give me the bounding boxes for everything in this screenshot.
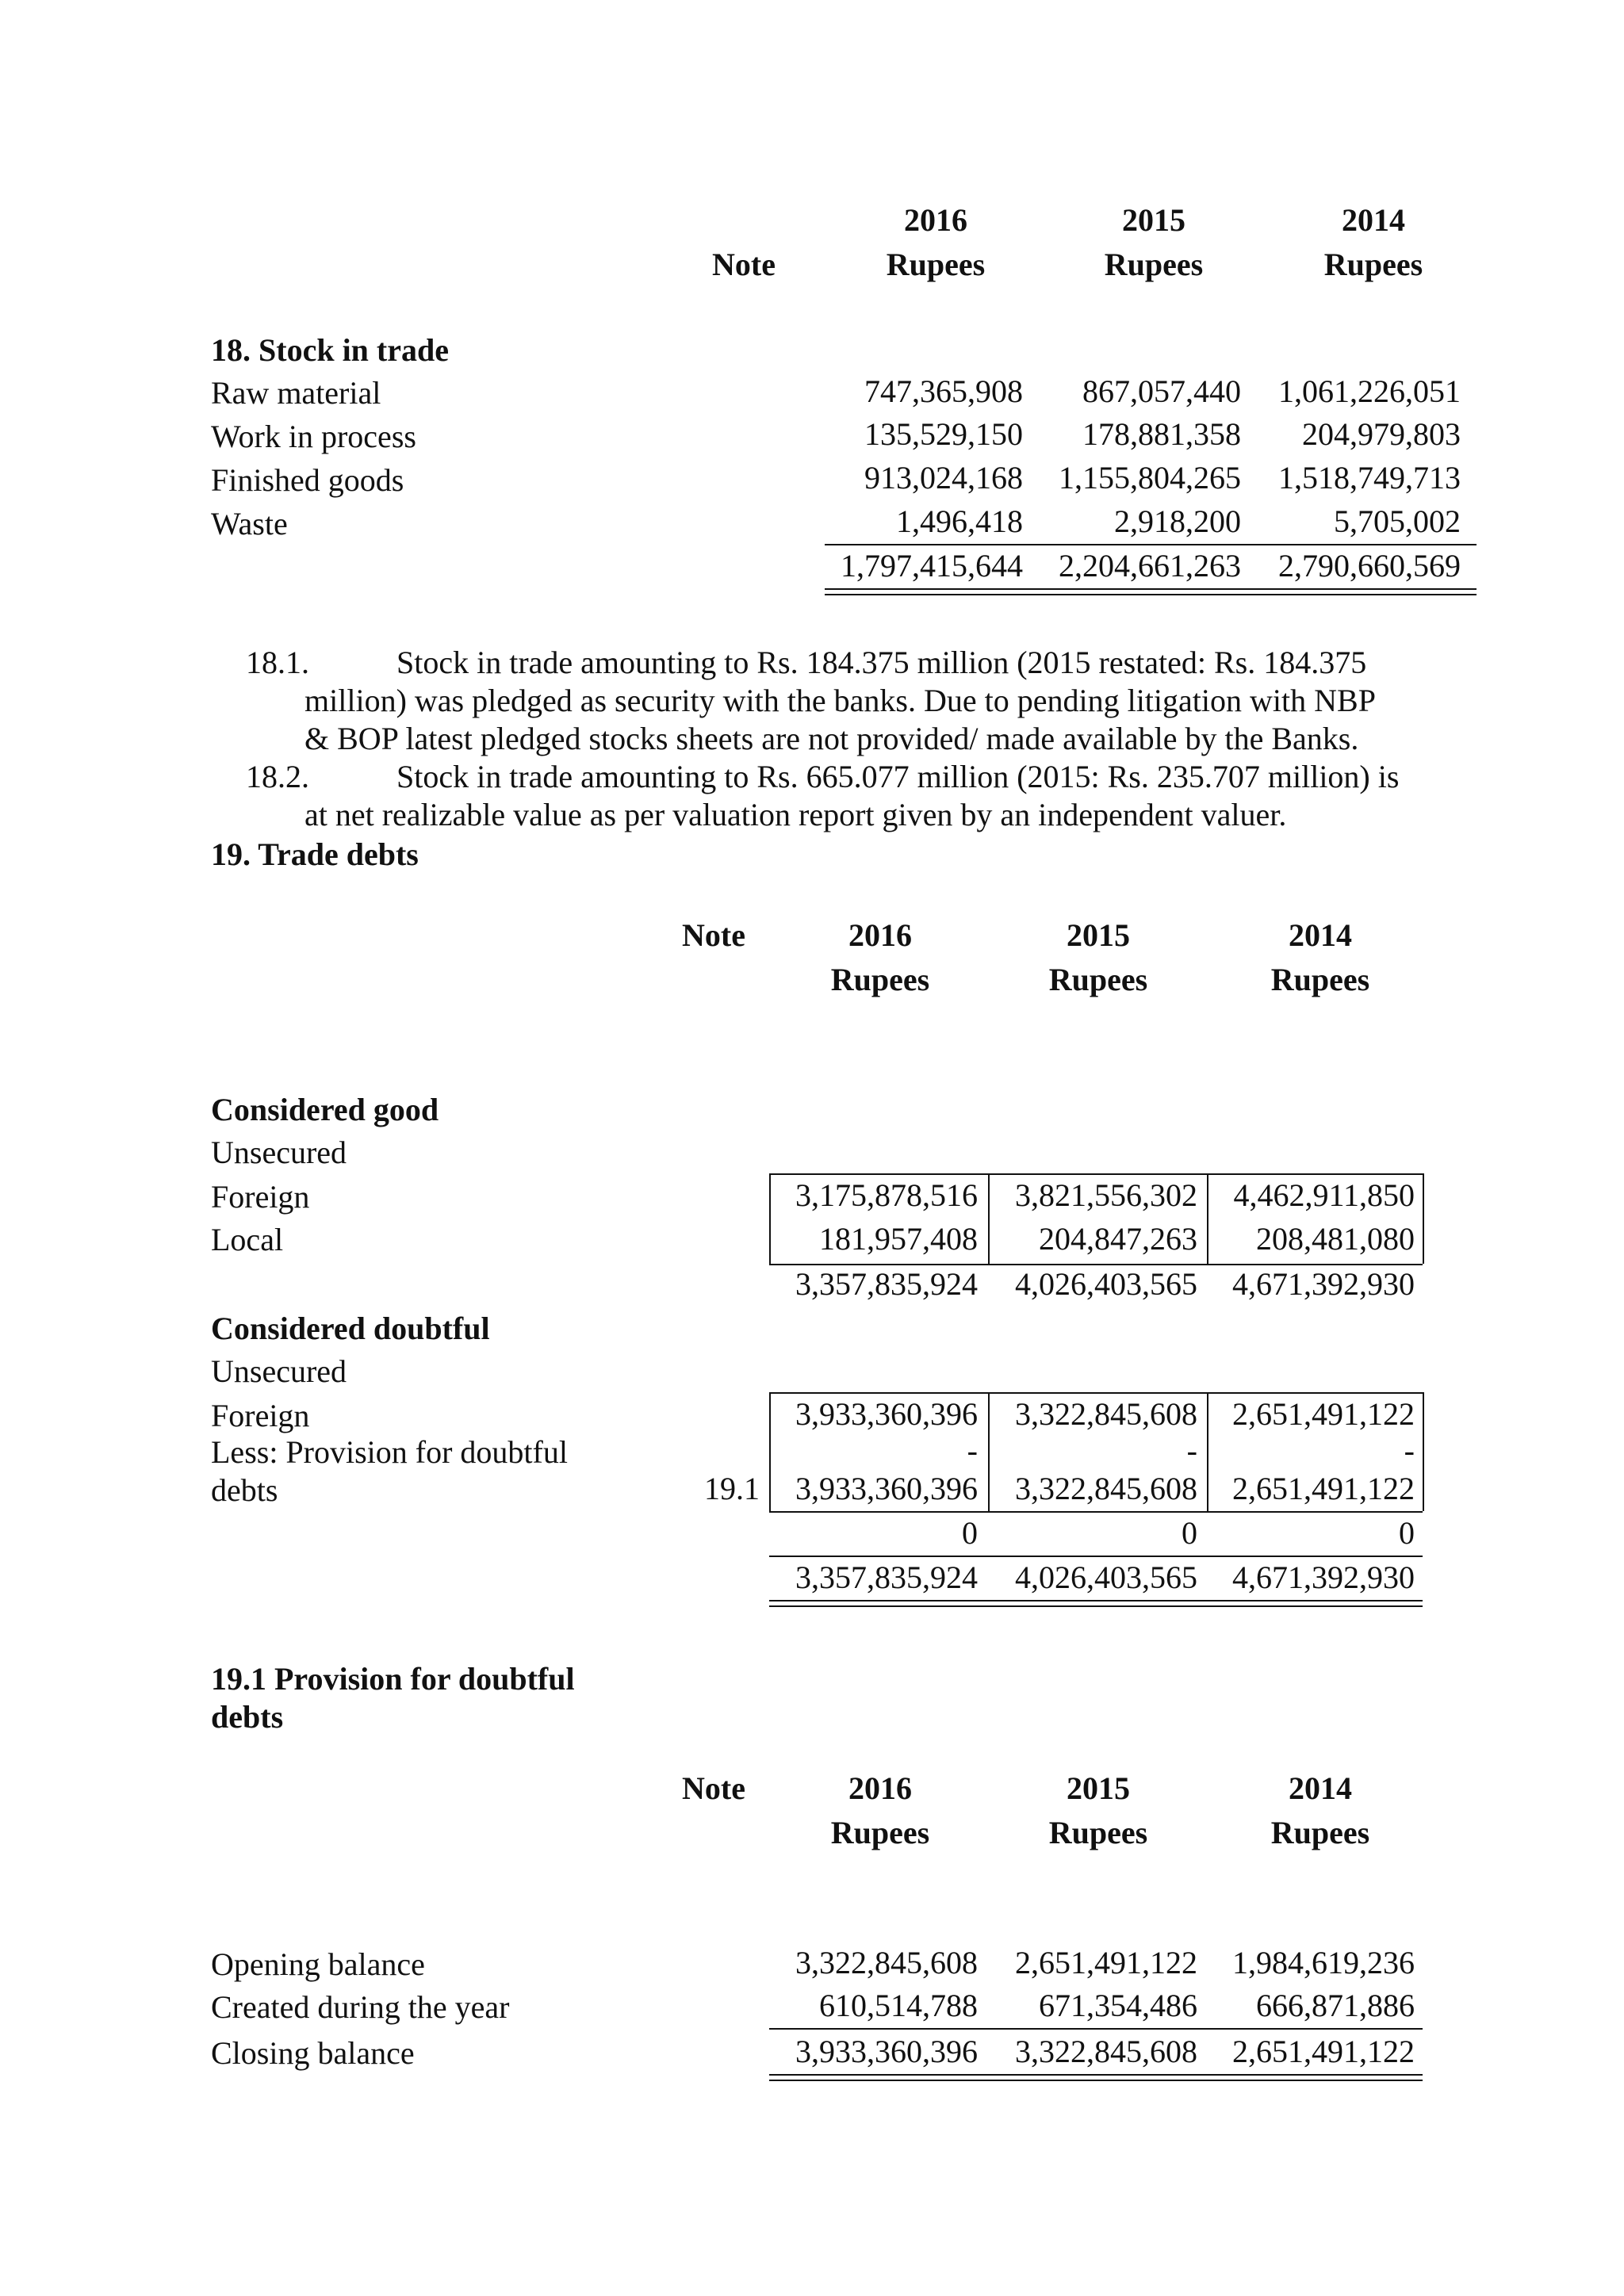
row-label: debts [211, 1472, 278, 1508]
subheading-considered-good: Considered good [211, 1092, 439, 1127]
note-text: million) was pledged as security with the banks. Due to pending litigation with NBP [304, 683, 1376, 718]
year-header-2014: 2014 [1289, 917, 1352, 953]
row-label: Work in process [211, 419, 416, 454]
cell-value: 3,175,878,516 [795, 1177, 978, 1213]
total-value: 3,322,845,608 [1015, 2034, 1197, 2069]
row-label: Waste [211, 506, 288, 541]
dash: - [1186, 1433, 1197, 1468]
note-number: 18.2. [246, 759, 309, 794]
cell-value: 1,061,226,051 [1278, 373, 1461, 409]
note-header: Note [712, 247, 776, 282]
year-header-2015: 2015 [1122, 202, 1185, 238]
currency-header-2016: Rupees [830, 1815, 930, 1850]
cell-value: 2,918,200 [1114, 503, 1241, 539]
section-title-debts: 19. Trade debts [211, 836, 419, 872]
currency-header-2014: Rupees [1323, 247, 1423, 282]
currency-header-2015: Rupees [1104, 247, 1204, 282]
row-label: Finished goods [211, 462, 404, 498]
cell-value: 204,979,803 [1302, 416, 1461, 452]
cell-value: 181,957,408 [819, 1221, 978, 1257]
row-label: Raw material [211, 375, 381, 411]
cell-value: 178,881,358 [1082, 416, 1241, 452]
cell-value: 5,705,002 [1334, 503, 1461, 539]
row-label: Opening balance [211, 1946, 425, 1982]
currency-header-2016: Rupees [830, 962, 930, 997]
grid-rule [769, 1511, 1423, 1513]
grid-rule [769, 1173, 771, 1264]
grid-rule [988, 1392, 990, 1511]
total-double-rule [769, 2074, 1423, 2081]
grid-rule [988, 1173, 990, 1264]
cell-value: 3,322,845,608 [795, 1945, 978, 1980]
currency-header-2014: Rupees [1270, 962, 1370, 997]
total-double-rule [769, 1600, 1423, 1607]
section-title-provision: 19.1 Provision for doubtful [211, 1661, 575, 1697]
grid-rule [1423, 1173, 1424, 1264]
total-double-rule [825, 588, 1477, 595]
net-value: 0 [1399, 1515, 1415, 1551]
note-header: Note [682, 917, 745, 953]
subtotal-rule [769, 2028, 1423, 2030]
subtotal-value: 4,026,403,565 [1015, 1266, 1197, 1302]
cell-value: 671,354,486 [1039, 1988, 1197, 2023]
cell-value: 867,057,440 [1082, 373, 1241, 409]
cell-value: 1,518,749,713 [1278, 460, 1461, 496]
row-label: Less: Provision for doubtful [211, 1434, 568, 1470]
grid-rule [769, 1173, 1423, 1175]
grid-rule [769, 1392, 771, 1511]
cell-value: 135,529,150 [864, 416, 1023, 452]
cell-value: 3,933,360,396 [795, 1471, 978, 1506]
cell-value: 3,322,845,608 [1015, 1396, 1197, 1432]
cell-value: 2,651,491,122 [1232, 1471, 1415, 1506]
total-value: 4,671,392,930 [1232, 1559, 1415, 1595]
cell-value: 2,651,491,122 [1232, 1396, 1415, 1432]
cell-value: 1,155,804,265 [1059, 460, 1241, 496]
net-value: 0 [962, 1515, 978, 1551]
currency-header-2016: Rupees [886, 247, 986, 282]
total-value: 3,933,360,396 [795, 2034, 978, 2069]
cell-value: 1,496,418 [896, 503, 1023, 539]
section-title-stock: 18. Stock in trade [211, 332, 449, 368]
grid-rule [1207, 1173, 1208, 1264]
total-value: 2,790,660,569 [1278, 548, 1461, 584]
grid-rule [1423, 1392, 1424, 1511]
year-header-2015: 2015 [1067, 917, 1130, 953]
dash: - [967, 1433, 978, 1468]
row-label: Local [211, 1222, 284, 1257]
note-text: Stock in trade amounting to Rs. 184.375 million (2015 restated: Rs. 184.375 [396, 645, 1367, 680]
cell-value: 913,024,168 [864, 460, 1023, 496]
row-label: Unsecured [211, 1135, 347, 1170]
note-text: & BOP latest pledged stocks sheets are not provided/ made available by the Banks. [304, 721, 1359, 756]
total-value: 2,204,661,263 [1059, 548, 1241, 584]
dash: - [1404, 1433, 1415, 1468]
cell-value: 3,821,556,302 [1015, 1177, 1197, 1213]
cell-value: 1,984,619,236 [1232, 1945, 1415, 1980]
year-header-2016: 2016 [904, 202, 967, 238]
cell-value: 747,365,908 [864, 373, 1023, 409]
total-value: 2,651,491,122 [1232, 2034, 1415, 2069]
net-value: 0 [1182, 1515, 1197, 1551]
row-label: Created during the year [211, 1989, 510, 2025]
subtotal-value: 3,357,835,924 [795, 1266, 978, 1302]
note-number: 18.1. [246, 645, 309, 680]
note-ref: 19.1 [704, 1471, 760, 1506]
subtotal-rule [825, 544, 1477, 545]
note-header: Note [682, 1770, 745, 1806]
currency-header-2015: Rupees [1048, 962, 1148, 997]
note-text: Stock in trade amounting to Rs. 665.077 million (2015: Rs. 235.707 million) is [396, 759, 1400, 794]
cell-value: 3,933,360,396 [795, 1396, 978, 1432]
currency-header-2014: Rupees [1270, 1815, 1370, 1850]
currency-header-2015: Rupees [1048, 1815, 1148, 1850]
row-label: Unsecured [211, 1353, 347, 1389]
subtotal-rule [769, 1556, 1423, 1557]
row-label: Foreign [211, 1398, 310, 1433]
section-title-provision-cont: debts [211, 1699, 284, 1735]
year-header-2014: 2014 [1289, 1770, 1352, 1806]
cell-value: 3,322,845,608 [1015, 1471, 1197, 1506]
cell-value: 208,481,080 [1256, 1221, 1415, 1257]
cell-value: 4,462,911,850 [1233, 1177, 1415, 1213]
cell-value: 204,847,263 [1039, 1221, 1197, 1257]
total-value: 3,357,835,924 [795, 1559, 978, 1595]
grid-rule [769, 1392, 1423, 1394]
cell-value: 610,514,788 [819, 1988, 978, 2023]
total-value: 4,026,403,565 [1015, 1559, 1197, 1595]
note-text: at net realizable value as per valuation report given by an independent valuer. [304, 797, 1287, 832]
subheading-considered-doubtful: Considered doubtful [211, 1311, 490, 1346]
year-header-2014: 2014 [1342, 202, 1405, 238]
grid-rule [1207, 1392, 1208, 1511]
row-label: Foreign [211, 1179, 310, 1215]
total-value: 1,797,415,644 [841, 548, 1023, 584]
cell-value: 666,871,886 [1256, 1988, 1415, 2023]
cell-value: 2,651,491,122 [1015, 1945, 1197, 1980]
subtotal-value: 4,671,392,930 [1232, 1266, 1415, 1302]
year-header-2016: 2016 [848, 1770, 912, 1806]
year-header-2016: 2016 [848, 917, 912, 953]
year-header-2015: 2015 [1067, 1770, 1130, 1806]
row-label: Closing balance [211, 2035, 415, 2071]
